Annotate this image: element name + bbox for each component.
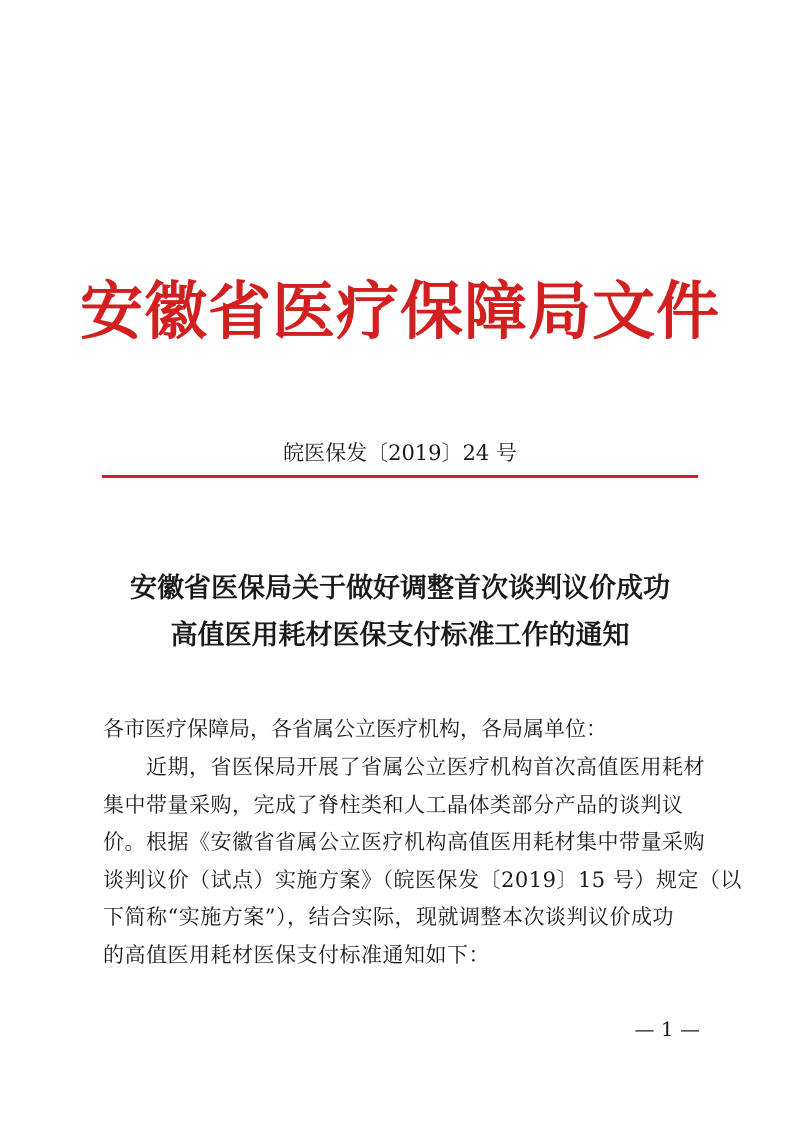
body-line: 价。根据《安徽省省属公立医疗机构高值医用耗材集中带量采购: [103, 830, 705, 854]
notice-title: [0, 565, 800, 659]
document-masthead: 安徽省医疗保障局文件: [80, 275, 720, 348]
document-number: 皖医保发〔2019〕24 号: [283, 441, 517, 465]
body-line: 集中带量采购，完成了脊柱类和人工晶体类部分产品的谈判议: [103, 792, 684, 817]
body-line: 近期，省医保局开展了省属公立医疗机构首次高值医用耗材: [103, 755, 705, 779]
body-line: 谈判议价（试点）实施方案》（皖医保发〔2019〕15 号）规定（以: [103, 867, 742, 892]
salutation: 各市医疗保障局，各省属公立医疗机构，各局属单位：: [103, 717, 607, 741]
page-number: — 1 —: [634, 1017, 700, 1041]
body-paragraph: [103, 749, 742, 974]
red-divider-rule: [102, 475, 698, 478]
body-line: 下简称“实施方案”），结合实际，现就调整本次谈判议价成功: [103, 905, 674, 929]
body-line: 的高值医用耗材医保支付标准通知如下：: [103, 942, 490, 967]
notice-title-line: 高值医用耗材医保支付标准工作的通知: [170, 620, 630, 651]
notice-title-line: 安徽省医保局关于做好调整首次谈判议价成功: [130, 573, 670, 604]
